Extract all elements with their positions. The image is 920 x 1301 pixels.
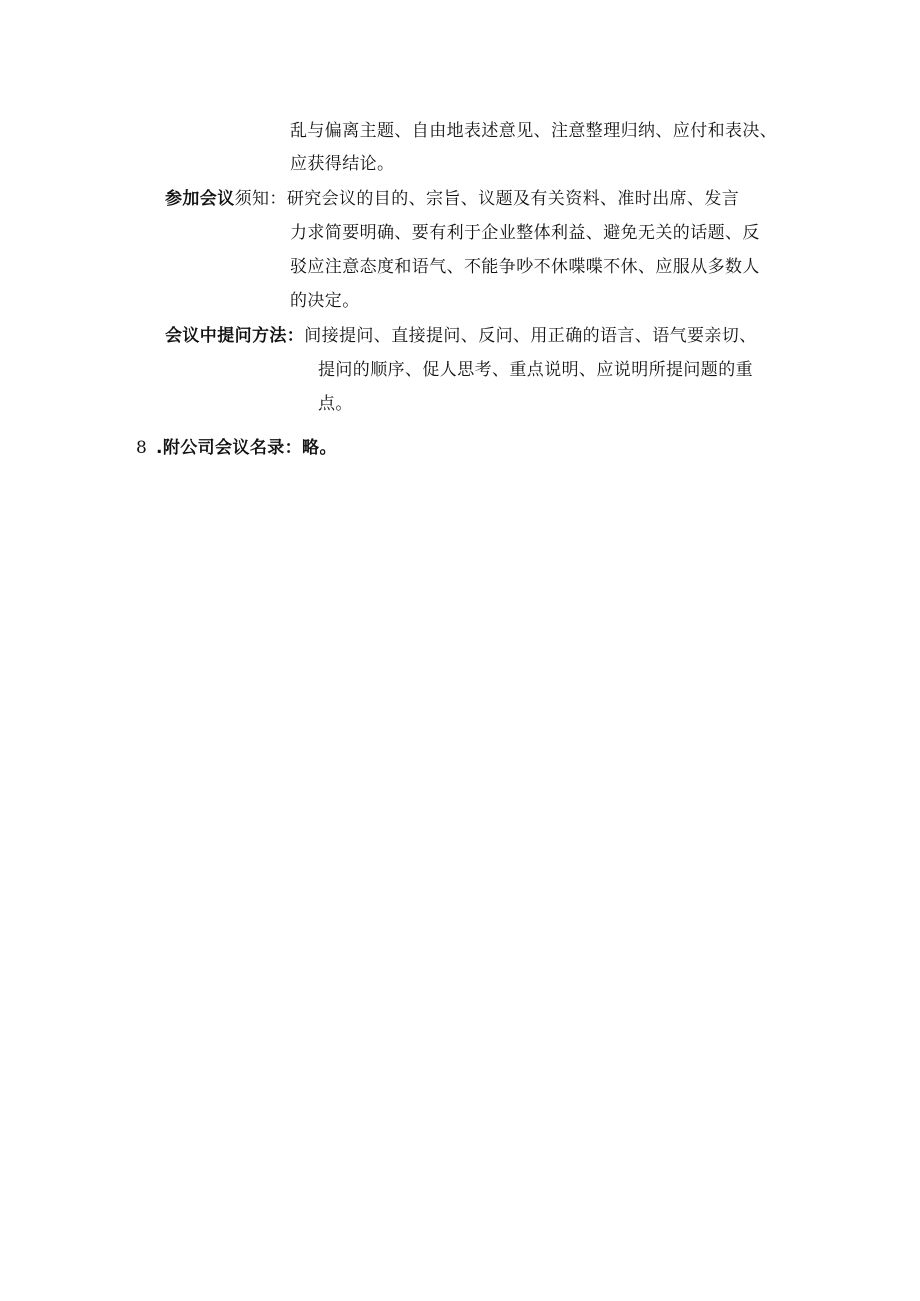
attend-label-bold: 参加会议 [165,189,235,209]
paragraph-line: 乱与偏离主题、自由地表述意见、注意整理归纳、应付和表决、 [290,121,778,141]
attend-text-line: 研究会议的目的、宗旨、议题及有关资料、准时出席、发言 [286,189,740,209]
item-text: .附公司会议名录：略。 [156,438,337,458]
attend-text-line: 力求简要明确、要有利于企业整体利益、避免无关的话题、反 [290,223,760,243]
item-8 [136,437,337,459]
attend-text-line: 的决定。 [290,291,360,311]
question-text-line: 点。 [318,394,353,414]
question-text-line: 提问的顺序、促人思考、重点说明、应说明所提问题的重 [318,360,753,380]
paragraph-line: 应获得结论。 [290,154,395,174]
attend-label-normal: 须知： [234,189,287,209]
attend-text-line: 驳应注意态度和语气、不能争吵不休喋喋不休、应服从多数人 [290,257,760,277]
question-method-heading [165,325,757,347]
question-text-line: 间接提问、直接提问、反问、用正确的语言、语气要亲切、 [304,326,757,346]
item-number: 8 [136,438,148,458]
attend-meeting-heading [165,188,739,210]
question-label: 会议中提问方法： [165,326,305,346]
